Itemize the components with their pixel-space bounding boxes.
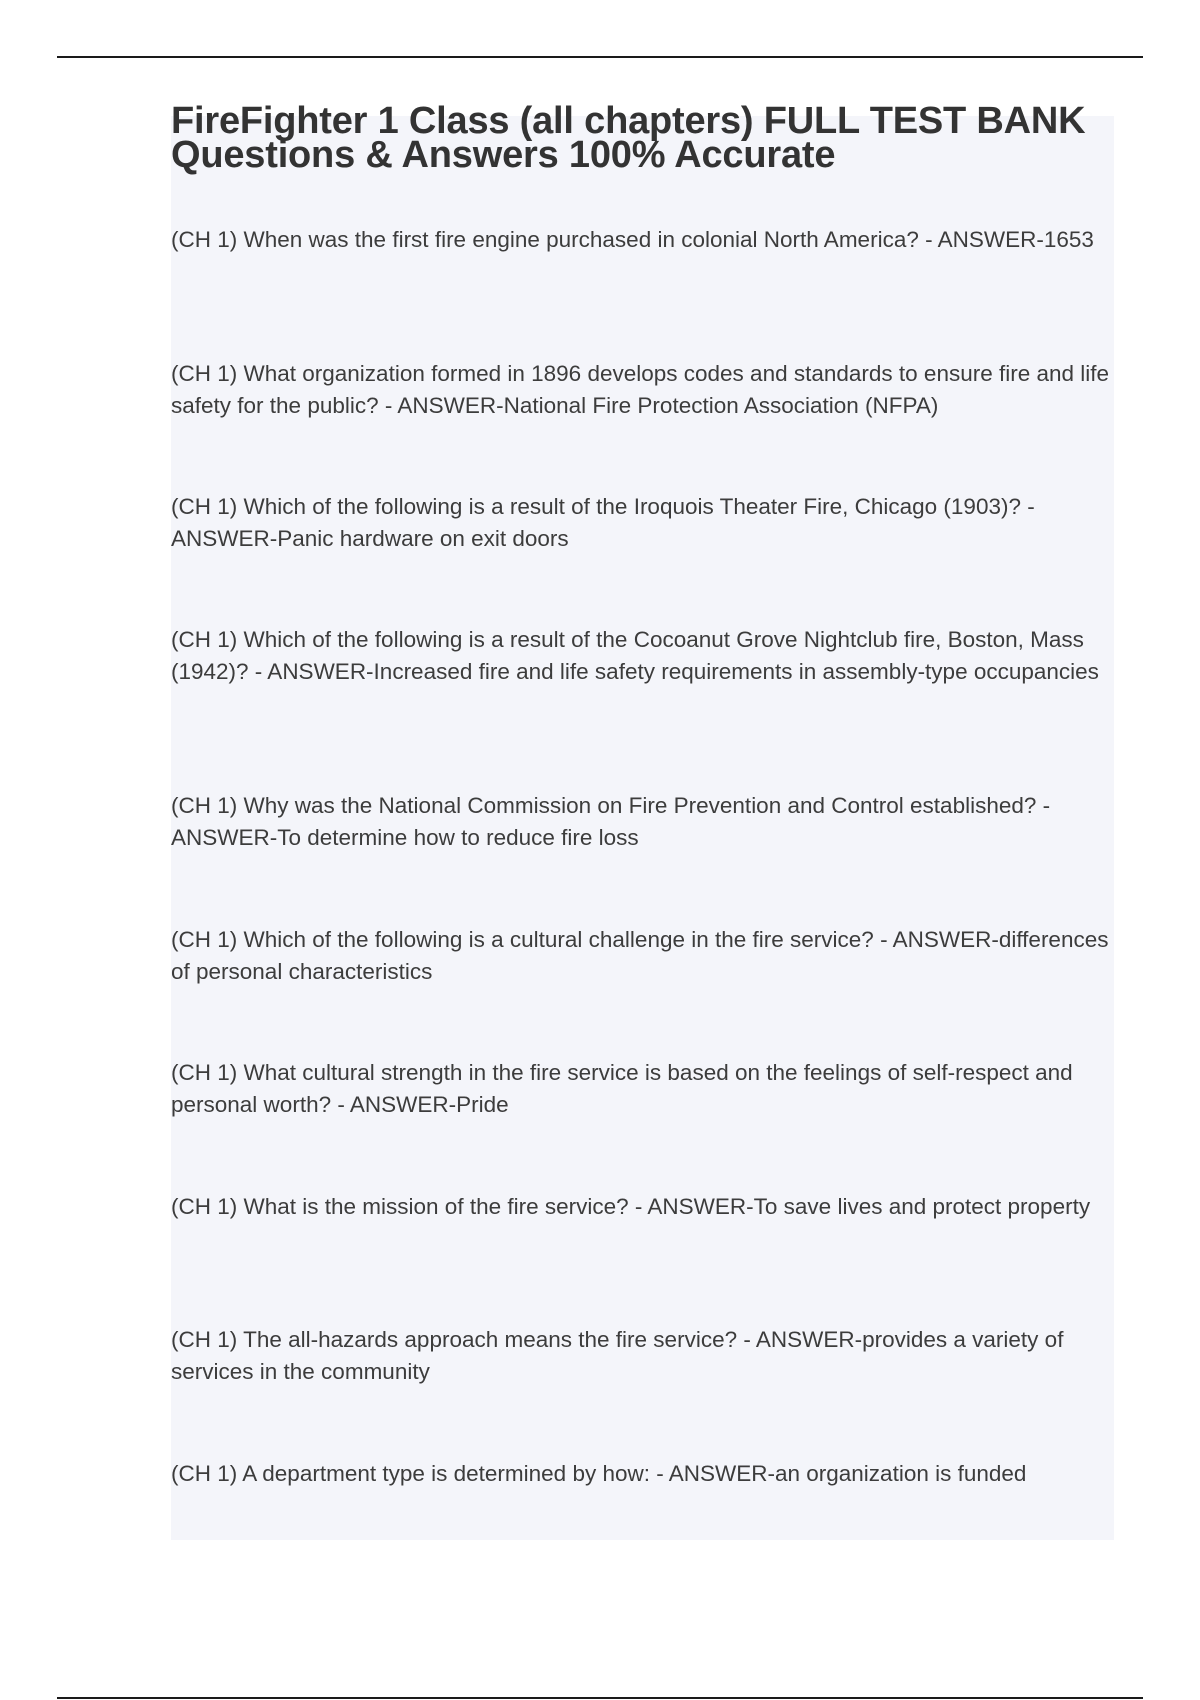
qa-item-2: (CH 1) What organization formed in 1896 develops codes and standards to ensure fire and life safety for the public? - ANSWER-National Fire Protection Association (NFPA) [171, 361, 1110, 418]
qa-item-9: (CH 1) The all-hazards approach means the fire service? - ANSWER-provides a variety of services in the community [171, 1327, 1064, 1384]
qa-item-7: (CH 1) What cultural strength in the fire service is based on the feelings of self-respect and personal worth? - ANSWER-Pride [171, 1060, 1073, 1117]
qa-item-10: (CH 1) A department type is determined by how: - ANSWER-an organization is funded [171, 1461, 1027, 1486]
qa-item-4: (CH 1) Which of the following is a result of the Cocoanut Grove Nightclub fire, Boston, Mass (1942)? - ANSWER-Increased fire and life safety requirements in assembly-type occupancies [171, 627, 1099, 684]
qa-item-6: (CH 1) Which of the following is a cultural challenge in the fire service? - ANSWER-differences of personal characteristics [171, 927, 1109, 984]
top-rule [57, 56, 1143, 58]
document-title: FireFighter 1 Class (all chapters) FULL TEST BANK Questions & Answers 100% Accurate [171, 100, 1086, 176]
qa-item-1: (CH 1) When was the first fire engine purchased in colonial North America? - ANSWER-1653 [171, 227, 1094, 252]
qa-item-8: (CH 1) What is the mission of the fire service? - ANSWER-To save lives and protect property [171, 1194, 1091, 1219]
qa-item-3: (CH 1) Which of the following is a result of the Iroquois Theater Fire, Chicago (1903)? - ANSWER-Panic hardware on exit doors [171, 494, 1035, 551]
bottom-rule [57, 1697, 1143, 1699]
qa-item-5: (CH 1) Why was the National Commission on Fire Prevention and Control established? - ANSWER-To determine how to reduce fire loss [171, 793, 1051, 850]
